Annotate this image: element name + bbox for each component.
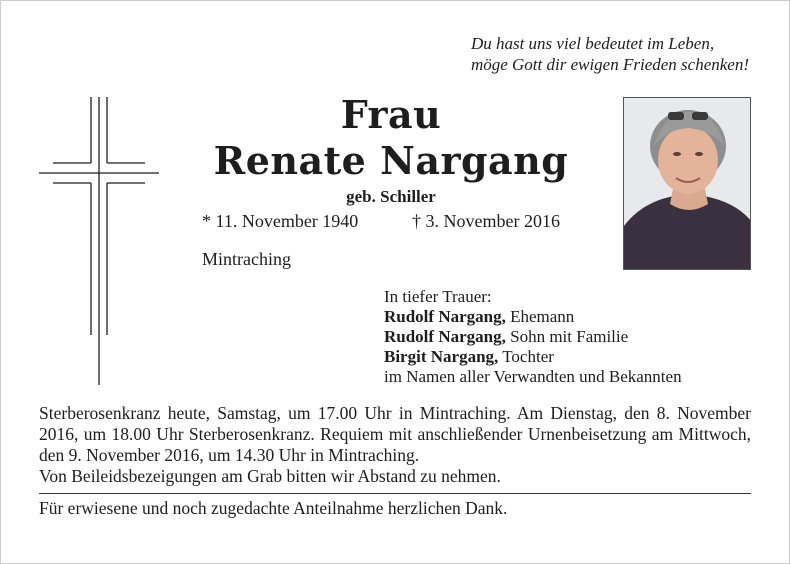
memorial-quote [471, 33, 749, 75]
mourners-closing: im Namen aller Verwandten und Bekannten [384, 367, 682, 386]
portrait-image [624, 98, 751, 270]
mourner-item [384, 307, 682, 327]
quote-line-1: Du hast uns viel bedeutet im Leben, [470, 34, 715, 53]
thanks-note: Für erwiesene und noch zugedachte Anteilnahme herzlichen Dank. [39, 498, 508, 518]
service-notice [39, 403, 751, 487]
mourner-item [384, 327, 682, 347]
cross-icon [39, 97, 159, 385]
divider-line [39, 493, 751, 494]
birth-date: * 11. November 1940 [202, 211, 359, 231]
service-details: Sterberosenkranz heute, Samstag, um 17.00 Uhr in Mintraching. Am Dienstag, den 8. November 2016, um 18.00 Uhr Sterberosenkranz. Requiem mit anschließender Urnenbeisetzung am Mittwoch, den 9. November 2016, um 14.30 Uhr in Mintraching. [39, 403, 751, 465]
mourners-intro: In tiefer Trauer: [384, 287, 492, 306]
mourner-name: Rudolf Nargang, [384, 327, 506, 346]
title-salutation: Frau [340, 92, 442, 137]
residence-place: Mintraching [202, 249, 291, 269]
mourner-relation: Ehemann [505, 307, 575, 326]
mourner-relation: Sohn mit Familie [505, 327, 629, 346]
mourner-name: Rudolf Nargang, [384, 307, 506, 326]
condolence-note: Von Beileidsbezeigungen am Grab bitten wir Abstand zu nehmen. [39, 466, 501, 486]
death-date: † 3. November 2016 [412, 211, 560, 231]
mourner-name: Birgit Nargang, [384, 347, 499, 366]
deceased-name: Renate Nargang [213, 138, 569, 183]
maiden-name: geb. Schiller [346, 187, 436, 206]
quote-line-2: möge Gott dir ewigen Frieden schenken! [470, 55, 749, 74]
mourner-item [384, 347, 682, 367]
portrait-photo [623, 97, 751, 270]
mourner-relation: Tochter [498, 347, 554, 366]
mourners-list [384, 287, 682, 387]
